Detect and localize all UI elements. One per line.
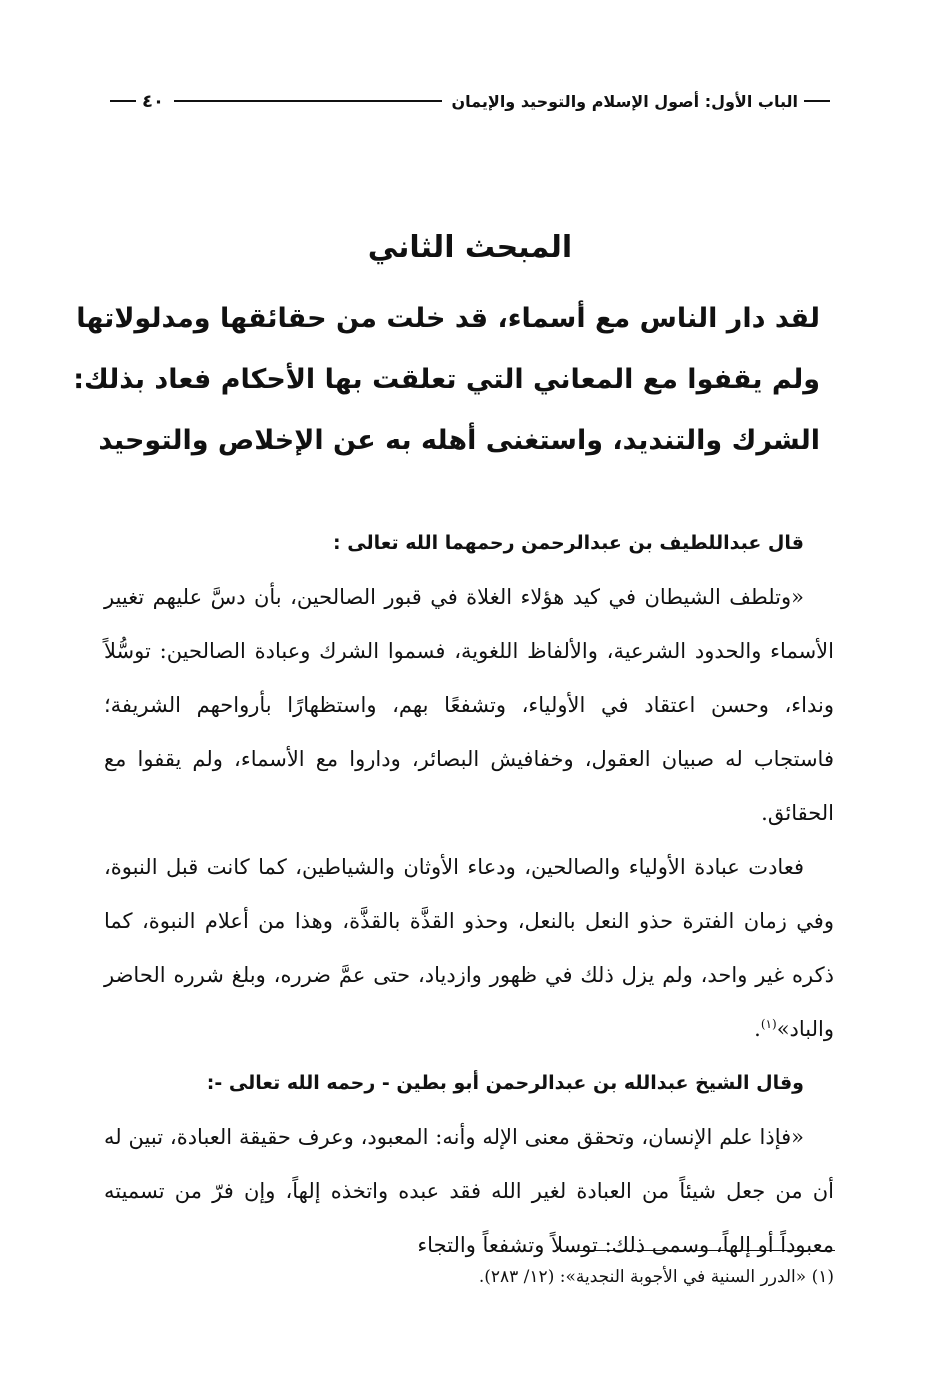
running-head — [104, 86, 836, 116]
page-number: ٤٠ — [142, 90, 164, 112]
section-title: المبحث الثاني — [367, 230, 573, 265]
heading-line: الشرك والتنديد، واستغنى أهله به عن الإخلاص والتوحيد — [98, 425, 820, 456]
period: . — [754, 1017, 761, 1041]
header-dash — [110, 100, 136, 102]
footnote: (١) «الدرر السنية في الأجوبة النجدية»: (١٢/ ٢٨٣). — [478, 1267, 834, 1287]
body-text — [104, 516, 834, 1272]
footnote-divider — [560, 1250, 835, 1251]
attribution-abdullatif: قال عبداللطيف بن عبدالرحمن رحمهما الله تعالى : — [333, 532, 804, 554]
quote-paragraph: «وتلطف الشيطان في كيد هؤلاء الغلاة في قبور الصالحين، بأن دسَّ عليهم تغيير الأسماء والحدود الشرعية، والألفاظ اللغوية، فسموا الشرك وعبادة الصالحين: توسُّلاً ونداء، وحسن اعتقاد في الأولياء، وتشفعًا بهم، واستظهارًا بأرواحهم الشريفة؛ فاستجاب له صبيان العقول، وخفافيش البصائر، وداروا مع الأسماء، ولم يقفوا مع الحقائق. — [104, 585, 834, 825]
chapter-title: الباب الأول: أصول الإسلام والتوحيد والإيمان — [451, 91, 798, 111]
quote-text: فعادت عبادة الأولياء والصالحين، ودعاء الأوثان والشياطين، كما كانت قبل النبوة، وفي زمان الفترة حذو النعل بالنعل، وحذو القذَّة بالقذَّة، وهذا من أعلام النبوة، كما ذكره غير واحد، ولم يزل ذلك في ظهور وازدياد، حتى عمَّ ضرره، وبلغ شرره الحاضر والباد» — [104, 855, 834, 1041]
footnote-ref[interactable]: (١) — [760, 1017, 777, 1031]
attribution-aba-butain: وقال الشيخ عبدالله بن عبدالرحمن أبو بطين - رحمه الله تعالى -: — [206, 1072, 804, 1094]
header-dash — [804, 100, 830, 102]
quote-paragraph: «فإذا علم الإنسان، وتحقق معنى الإله وأنه: المعبود، وعرف حقيقة العبادة، تبين له أن من جعل شيئاً من العبادة لغير الله فقد عبده واتخذه إلهاً، وإن فرّ من تسميته معبوداً أو إلهاً، وسمى ذلك: توسلاً وتشفعاً والتجاء — [104, 1125, 834, 1257]
header-rule — [174, 100, 442, 102]
heading-line: لقد دار الناس مع أسماء، قد خلت من حقائقها ومدلولاتها — [76, 303, 820, 334]
heading-line: ولم يقفوا مع المعاني التي تعلقت بها الأحكام فعاد بذلك: — [73, 364, 820, 395]
quote-paragraph — [104, 840, 834, 1056]
section-heading — [73, 288, 820, 471]
